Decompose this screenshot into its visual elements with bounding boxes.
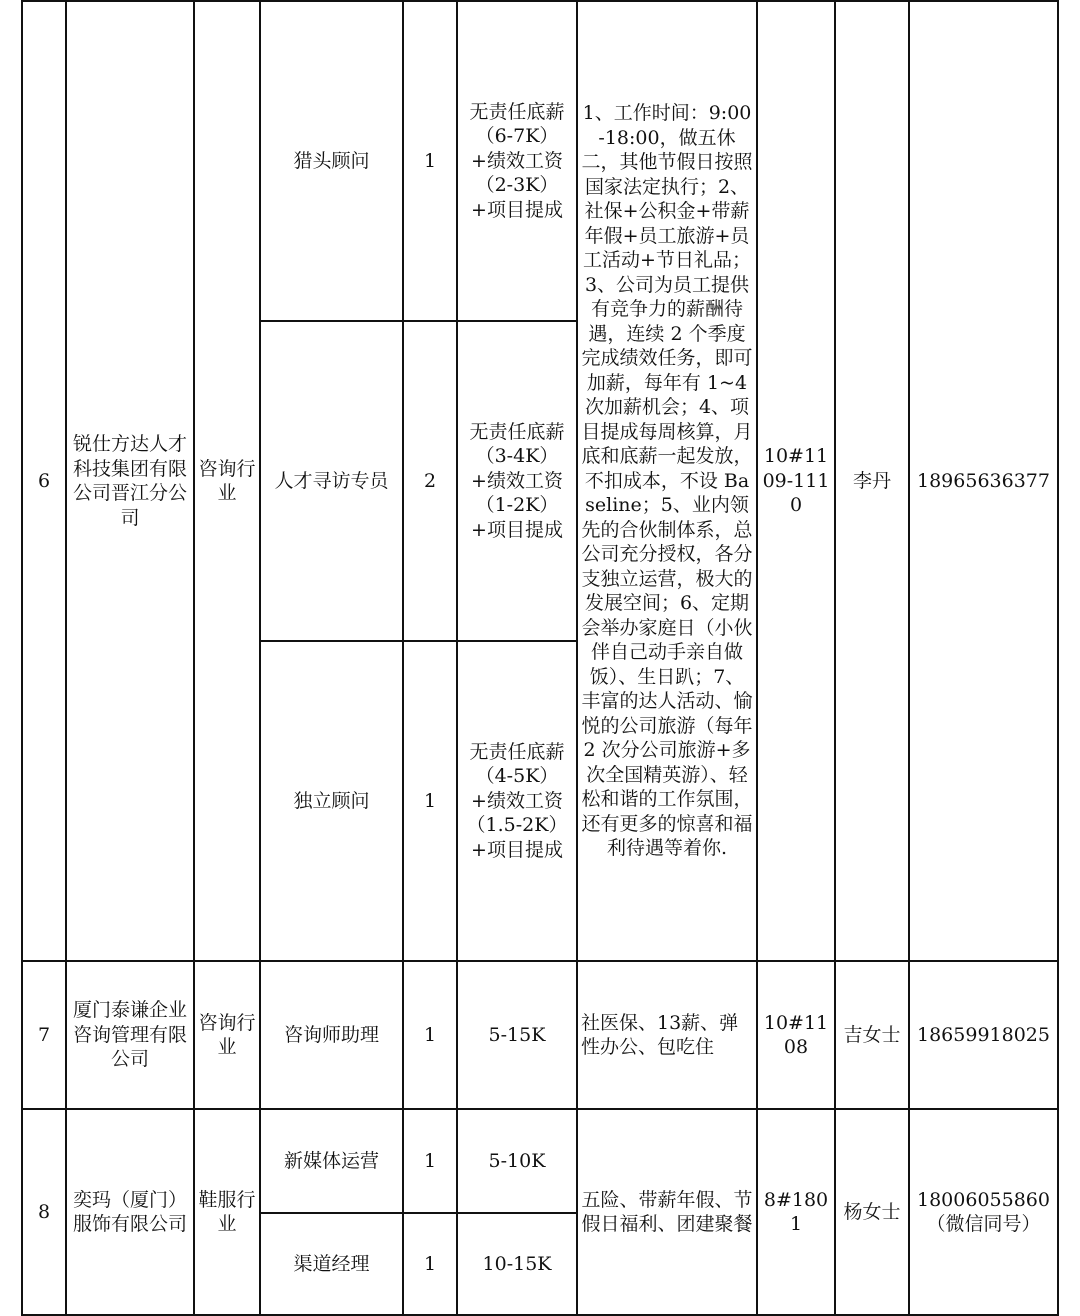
row-number: 6 bbox=[22, 1, 66, 961]
position-title: 猎头顾问 bbox=[260, 1, 403, 321]
salary: 10-15K bbox=[457, 1213, 577, 1315]
contact-person: 吉女士 bbox=[835, 961, 909, 1109]
benefits: 社医保、13薪、弹性办公、包吃住 bbox=[577, 961, 757, 1109]
contact-phone: 18006055860（微信同号） bbox=[909, 1109, 1058, 1315]
industry: 鞋服行业 bbox=[194, 1109, 260, 1315]
position-count: 1 bbox=[403, 1213, 457, 1315]
position-title: 新媒体运营 bbox=[260, 1109, 403, 1213]
salary: 无责任底薪（6-7K）+绩效工资（2-3K）+项目提成 bbox=[457, 1, 577, 321]
industry: 咨询行业 bbox=[194, 961, 260, 1109]
position-title: 独立顾问 bbox=[260, 641, 403, 961]
position-count: 1 bbox=[403, 1109, 457, 1213]
position-count: 1 bbox=[403, 961, 457, 1109]
company-name: 锐仕方达人才科技集团有限公司晋江分公司 bbox=[66, 1, 194, 961]
contact-person: 李丹 bbox=[835, 1, 909, 961]
table-row bbox=[22, 1, 1058, 321]
position-count: 1 bbox=[403, 1, 457, 321]
salary: 无责任底薪（3-4K）+绩效工资（1-2K）+项目提成 bbox=[457, 321, 577, 641]
table-row bbox=[22, 961, 1058, 1109]
position-title: 人才寻访专员 bbox=[260, 321, 403, 641]
table-row bbox=[22, 1109, 1058, 1213]
position-count: 1 bbox=[403, 641, 457, 961]
salary: 5-10K bbox=[457, 1109, 577, 1213]
booth-number: 10#1108 bbox=[757, 961, 835, 1109]
booth-number: 8#1801 bbox=[757, 1109, 835, 1315]
row-number: 7 bbox=[22, 961, 66, 1109]
benefits: 1、工作时间：9:00-18:00，做五休二，其他节假日按照国家法定执行；2、社保+公积金+带薪年假+员工旅游+员工活动+节日礼品；3、公司为员工提供有竞争力的薪酬待遇，连续 2 个季度完成绩效任务，即可加薪，每年有 1~4 次加薪机会；4、项目提成每周核算，月底和底薪一起发放，不扣成本，不设 Baseline；5、业内领先的合伙制体系，总公司充分授权，各分支独立运营，极大的发展空间；6、定期会举办家庭日（小伙伴自己动手亲自做饭）、生日趴；7、丰富的达人活动、愉悦的公司旅游（每年 2 次分公司旅游+多次全国精英游）、轻松和谐的工作氛围，还有更多的惊喜和福利待遇等着你. bbox=[577, 1, 757, 961]
salary: 5-15K bbox=[457, 961, 577, 1109]
position-count: 2 bbox=[403, 321, 457, 641]
position-title: 咨询师助理 bbox=[260, 961, 403, 1109]
industry: 咨询行业 bbox=[194, 1, 260, 961]
contact-person: 杨女士 bbox=[835, 1109, 909, 1315]
row-number: 8 bbox=[22, 1109, 66, 1315]
booth-number: 10#1109-1110 bbox=[757, 1, 835, 961]
company-name: 厦门泰谦企业咨询管理有限公司 bbox=[66, 961, 194, 1109]
contact-phone: 18659918025 bbox=[909, 961, 1058, 1109]
contact-phone: 18965636377 bbox=[909, 1, 1058, 961]
salary: 无责任底薪（4-5K）+绩效工资（1.5-2K）+项目提成 bbox=[457, 641, 577, 961]
position-title: 渠道经理 bbox=[260, 1213, 403, 1315]
company-name: 奕玛（厦门）服饰有限公司 bbox=[66, 1109, 194, 1315]
benefits: 五险、带薪年假、节假日福利、团建聚餐 bbox=[577, 1109, 757, 1315]
recruitment-table bbox=[21, 0, 1059, 1316]
